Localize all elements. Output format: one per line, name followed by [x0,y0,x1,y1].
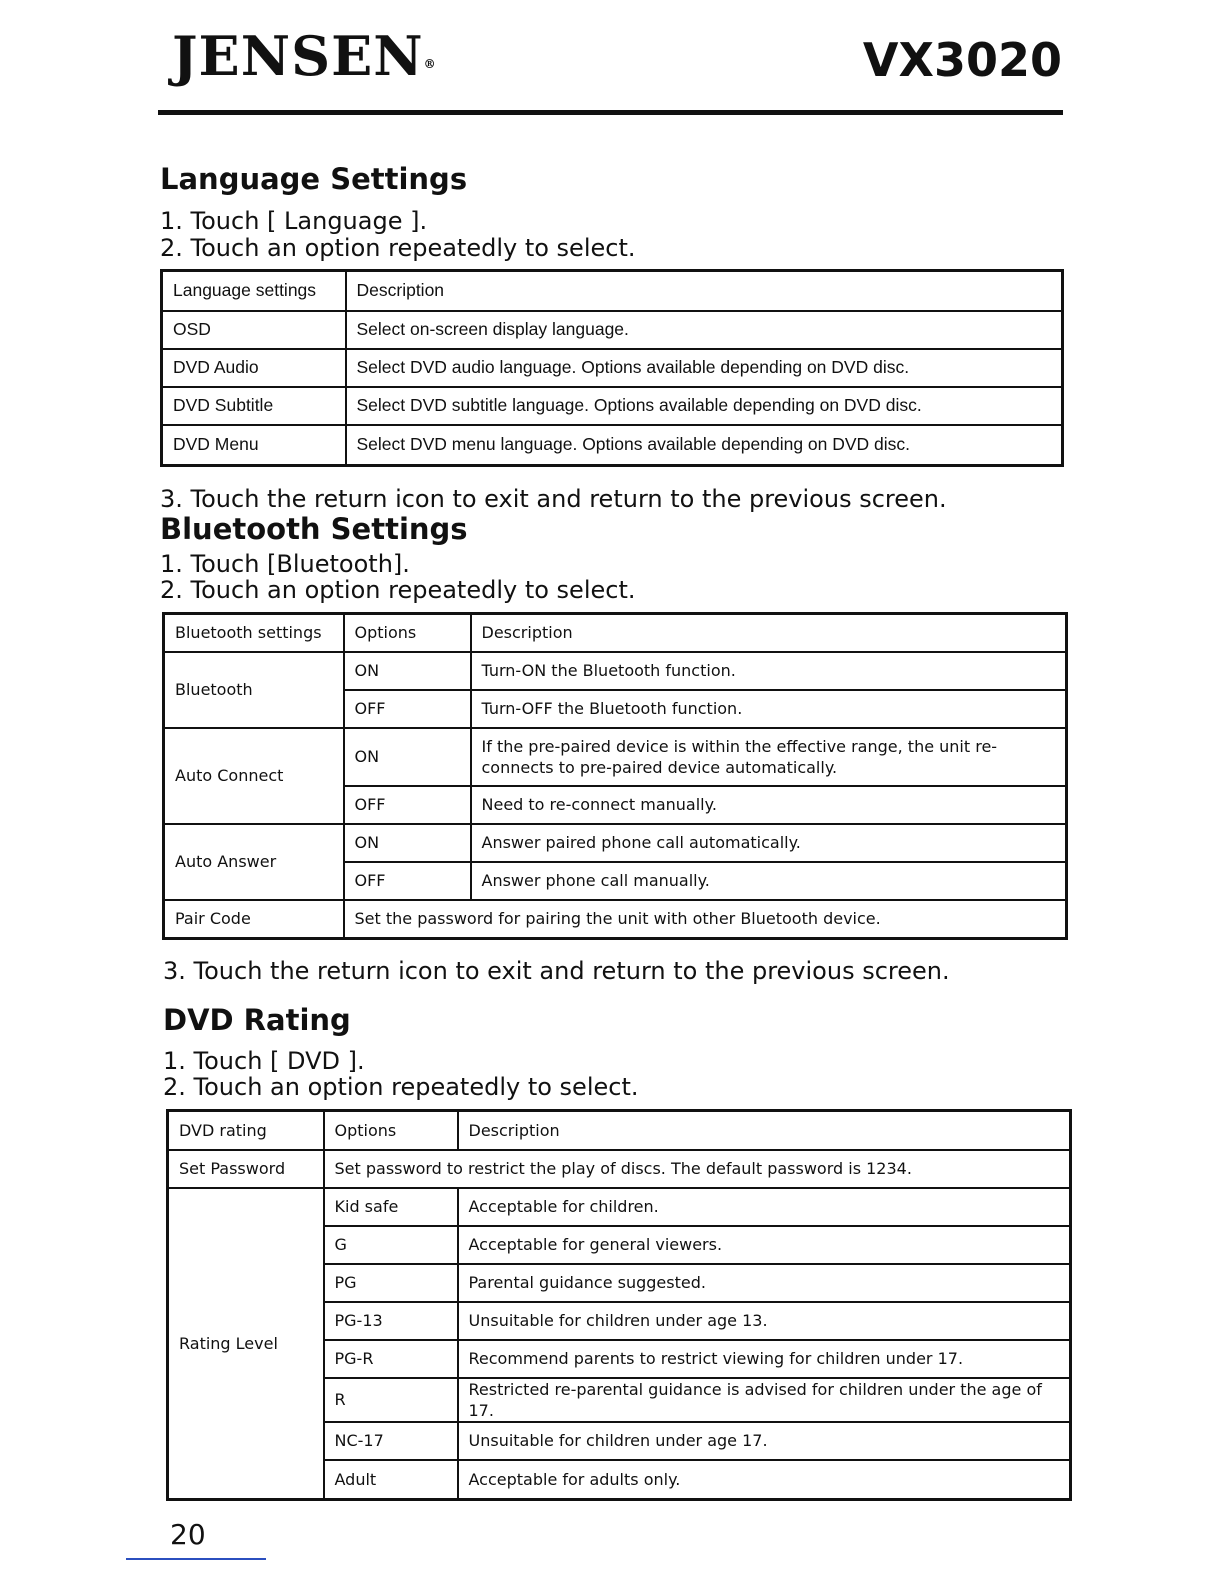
option-cell: PG [324,1264,458,1302]
option-cell: ON [344,728,471,786]
description-cell: Acceptable for children. [458,1188,1071,1226]
bluetooth-step-2: 2. Touch an option repeatedly to select. [160,576,636,604]
table-row [164,652,1067,690]
page-underline [126,1558,266,1560]
option-cell: ON [344,652,471,690]
setting-cell: Auto Answer [164,824,344,900]
table-header-row [162,271,1063,311]
registered-mark: ® [423,57,437,71]
header-cell: Bluetooth settings [164,614,344,652]
table-row [162,387,1063,425]
description-cell: Unsuitable for children under age 17. [458,1422,1071,1460]
description-cell: Turn-OFF the Bluetooth function. [471,690,1067,728]
bluetooth-settings-title: Bluetooth Settings [160,512,468,546]
header-cell: Description [471,614,1067,652]
option-cell: PG-R [324,1340,458,1378]
language-settings-table [160,269,1064,467]
description-cell: Answer paired phone call automatically. [471,824,1067,862]
bluetooth-settings-table [162,612,1068,940]
description-cell: Set password to restrict the play of discs. The default password is 1234. [324,1150,1071,1188]
description-cell: Unsuitable for children under age 13. [458,1302,1071,1340]
header-cell: Options [344,614,471,652]
description-cell: If the pre-paired device is within the effective range, the unit re-connects to pre-paired device automatically. [471,728,1067,786]
description-cell: Select DVD audio language. Options available depending on DVD disc. [346,349,1063,387]
language-step-3: 3. Touch the return icon to exit and return to the previous screen. [160,485,947,513]
description-cell: Select DVD subtitle language. Options available depending on DVD disc. [346,387,1063,425]
option-cell: NC-17 [324,1422,458,1460]
option-cell: PG-13 [324,1302,458,1340]
dvd-step-1: 1. Touch [ DVD ]. [163,1047,365,1075]
table-row [162,425,1063,466]
description-cell: Need to re-connect manually. [471,786,1067,824]
option-cell: Kid safe [324,1188,458,1226]
description-cell: Restricted re-parental guidance is advised for children under the age of 17. [458,1378,1071,1422]
setting-cell: Rating Level [168,1188,324,1500]
setting-cell: Pair Code [164,900,344,939]
setting-cell: DVD Menu [162,425,346,466]
jensen-logo [172,26,437,86]
header-cell: DVD rating [168,1111,324,1150]
description-cell: Acceptable for general viewers. [458,1226,1071,1264]
language-step-2: 2. Touch an option repeatedly to select. [160,234,636,262]
setting-cell: Set Password [168,1150,324,1188]
table-row [164,900,1067,939]
setting-cell: OSD [162,311,346,349]
header-cell: Description [458,1111,1071,1150]
bluetooth-step-1: 1. Touch [Bluetooth]. [160,550,410,578]
header-rule [158,110,1063,115]
dvd-rating-title: DVD Rating [163,1003,351,1037]
table-row [162,349,1063,387]
setting-cell: DVD Audio [162,349,346,387]
bluetooth-step-3: 3. Touch the return icon to exit and return to the previous screen. [163,957,950,985]
dvd-step-2: 2. Touch an option repeatedly to select. [163,1073,639,1101]
option-cell: R [324,1378,458,1422]
page-number: 20 [170,1518,206,1551]
header-cell: Options [324,1111,458,1150]
table-row [164,728,1067,786]
language-step-1: 1. Touch [ Language ]. [160,207,428,235]
description-cell: Turn-ON the Bluetooth function. [471,652,1067,690]
description-cell: Recommend parents to restrict viewing for children under 17. [458,1340,1071,1378]
table-row [168,1188,1071,1226]
description-cell: Select on-screen display language. [346,311,1063,349]
table-header-row [164,614,1067,652]
description-cell: Select DVD menu language. Options available depending on DVD disc. [346,425,1063,466]
option-cell: G [324,1226,458,1264]
description-cell: Answer phone call manually. [471,862,1067,900]
table-row [168,1150,1071,1188]
option-cell: OFF [344,786,471,824]
language-settings-title: Language Settings [160,162,468,196]
table-row [164,824,1067,862]
description-cell: Parental guidance suggested. [458,1264,1071,1302]
brand-name: JENSEN [172,24,424,88]
dvd-rating-table [166,1109,1072,1501]
setting-cell: Bluetooth [164,652,344,728]
option-cell: Adult [324,1460,458,1500]
option-cell: ON [344,824,471,862]
option-cell: OFF [344,690,471,728]
header-cell: Description [346,271,1063,311]
header-cell: Language settings [162,271,346,311]
setting-cell: DVD Subtitle [162,387,346,425]
setting-cell: Auto Connect [164,728,344,824]
description-cell: Set the password for pairing the unit with other Bluetooth device. [344,900,1067,939]
description-cell: Acceptable for adults only. [458,1460,1071,1500]
option-cell: OFF [344,862,471,900]
model-number: VX3020 [862,33,1062,87]
table-header-row [168,1111,1071,1150]
table-row [162,311,1063,349]
